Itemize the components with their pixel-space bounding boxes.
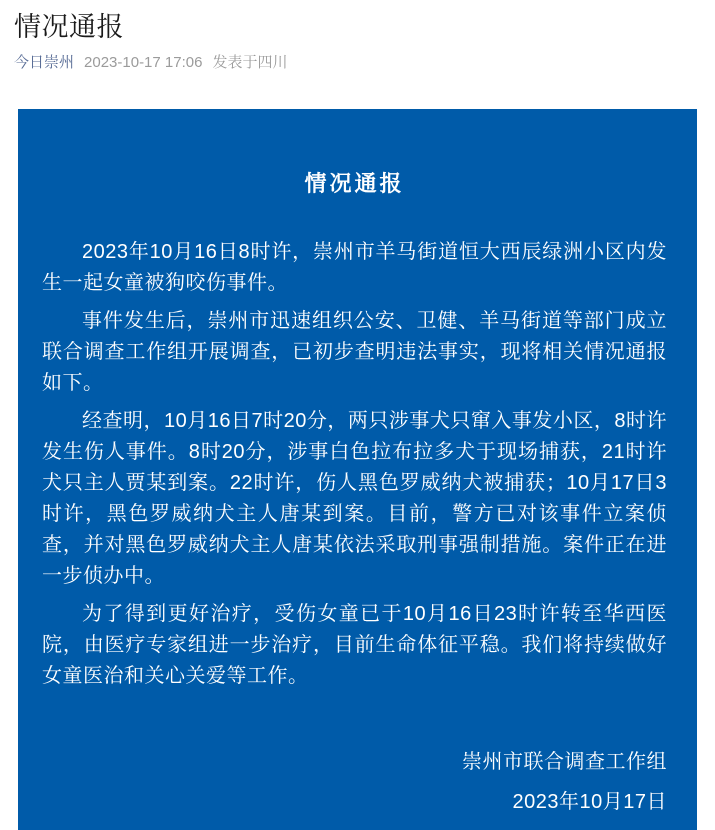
notice-body xyxy=(42,237,667,692)
notice-paragraph: 事件发生后，崇州市迅速组织公安、卫健、羊马街道等部门成立联合调查工作组开展调查，已初步查明违法事实，现将相关情况通报如下。 xyxy=(42,310,667,394)
notice-paragraph: 为了得到更好治疗，受伤女童已于10月16日23时许转至华西医院，由医疗专家组进一步治疗，目前生命体征平稳。我们将持续做好女童医治和关心关爱等工作。 xyxy=(42,603,667,687)
account-name-link[interactable]: 今日崇州 xyxy=(14,54,75,71)
article-header xyxy=(0,0,715,73)
article-meta xyxy=(14,53,697,73)
publish-location: 发表于四川 xyxy=(212,54,288,71)
publish-timestamp: 2023-10-17 17:06 xyxy=(84,54,203,71)
notice-signature xyxy=(42,742,667,822)
notice-paragraph: 2023年10月16日8时许，崇州市羊马街道恒大西辰绿洲小区内发生一起女童被狗咬伤事件。 xyxy=(42,241,667,294)
signature-organization: 崇州市联合调查工作组 xyxy=(462,751,667,773)
notice-paragraph: 经查明，10月16日7时20分，两只涉事犬只窜入事发小区，8时许发生伤人事件。8时20分，涉事白色拉布拉多犬于现场捕获，21时许犬只主人贾某到案。22时许，伤人黑色罗威纳犬被捕获；10月17日3时许，黑色罗威纳犬主人唐某到案。目前，警方已对该事件立案侦查，并对黑色罗威纳犬主人唐某依法采取刑事强制措施。案件正在进一步侦办中。 xyxy=(42,410,667,587)
signature-date: 2023年10月17日 xyxy=(512,791,667,813)
article-title: 情况通报 xyxy=(14,12,124,42)
notice-heading: 情况通报 xyxy=(304,171,405,196)
notice-image[interactable] xyxy=(18,109,697,830)
